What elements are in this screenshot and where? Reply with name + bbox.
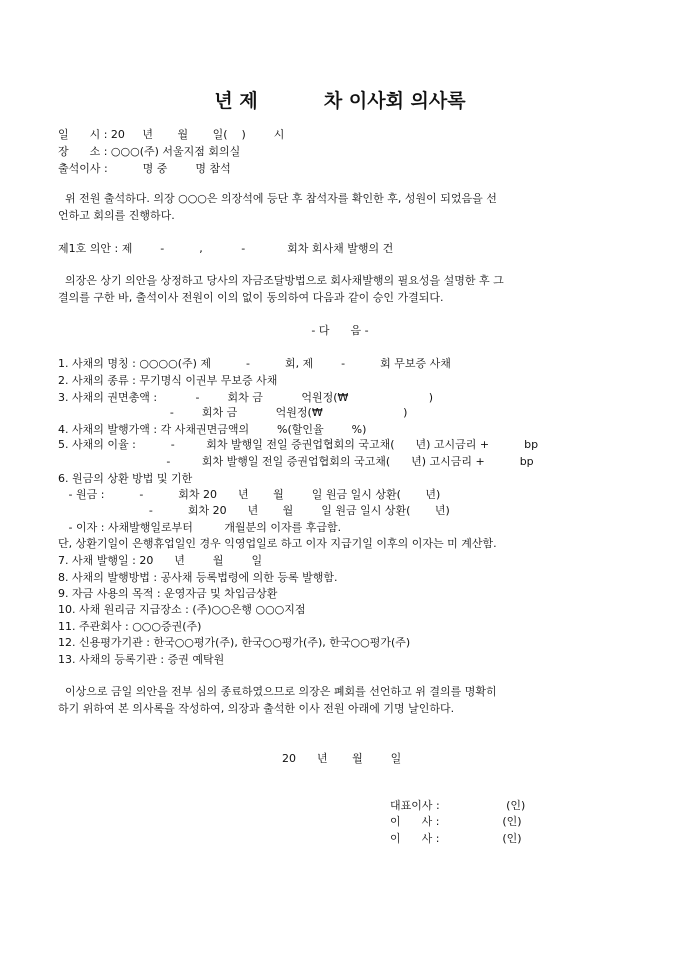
item-line: 7. 사채 발행일 : 20 년 월 일 (58, 554, 263, 567)
item-line: - 이자 : 사채발행일로부터 개월분의 이자를 후급함. (58, 521, 342, 534)
opening-line: 언하고 회의를 진행하다. (58, 209, 175, 222)
item-line: 단, 상환기일이 은행휴업일인 경우 익영업일로 하고 이자 지급기일 이후의 이자는 미 계산함. (58, 537, 497, 550)
proposal-line: 의장은 상기 의안을 상정하고 당사의 자금조달방법으로 회사채발행의 필요성을 설명한 후 그 (58, 274, 504, 287)
item-line: 3. 사채의 권면총액 : - 회차 금 억원정(₩ ) (58, 391, 434, 404)
title-rest: 차 이사회 의사록 (323, 90, 466, 112)
item-line: - 원금 : - 회차 20 년 월 일 원금 일시 상환( 년) (58, 488, 441, 501)
section-heading: - 다 음 - (311, 324, 369, 337)
opening-line: 위 전원 출석하다. 의장 ○○○은 의장석에 등단 후 참석자를 확인한 후, 성원이 되었음을 선 (58, 192, 497, 205)
item-line: 12. 신용평가기관 : 한국○○평가(주), 한국○○평가(주), 한국○○평가(주) (58, 636, 411, 649)
item-line: 2. 사채의 종류 : 무기명식 이권부 무보증 사채 (58, 374, 278, 387)
item-line: 10. 사채 원리금 지급장소 : (주)○○은행 ○○○지점 (58, 603, 306, 616)
document-title (0, 86, 680, 113)
item-line: 8. 사채의 발행방법 : 공사채 등록법령에 의한 등록 발행함. (58, 571, 338, 584)
item-line: 13. 사채의 등록기관 : 증권 예탁원 (58, 653, 225, 666)
item-line: 4. 사채의 발행가액 : 각 사채권면금액의 %(할인율 %) (58, 423, 367, 436)
signature-line: 이 사 : (인) (390, 832, 522, 845)
signature-line: 이 사 : (인) (390, 815, 522, 828)
proposal-line: 결의를 구한 바, 출석이사 전원이 이의 없이 동의하여 다음과 같이 승인 가결되다. (58, 291, 444, 304)
item-line: 6. 원금의 상환 방법 및 기한 (58, 472, 193, 485)
attendance: 출석이사 : 명 중 명 참석 (58, 162, 231, 175)
title-year: 년 (214, 90, 233, 112)
closing-line: 이상으로 금일 의안을 전부 심의 종료하였으므로 의장은 폐회를 선언하고 위 결의를 명확히 (58, 685, 497, 698)
item-line: - 회차 금 억원정(₩ ) (58, 406, 408, 419)
meeting-datetime: 일 시 : 20 년 월 일( ) 시 (58, 128, 285, 141)
meeting-place: 장 소 : ○○○(주) 서울지점 회의실 (58, 145, 241, 158)
closing-line: 하기 위하여 본 의사록을 작성하여, 의장과 출석한 이사 전원 아래에 기명 날인하다. (58, 702, 455, 715)
item-line: 11. 주관회사 : ○○○증권(주) (58, 620, 202, 633)
item-line: - 회차 20 년 월 일 원금 일시 상환( 년) (58, 504, 450, 517)
document-date: 20 년 월 일 (282, 752, 402, 765)
title-je: 제 (239, 90, 258, 112)
agenda-line: 제1호 의안 : 제 - , - 회차 회사채 발행의 건 (58, 242, 394, 255)
item-line: - 회차 발행일 전일 증권업협회의 국고채( 년) 고시금리 + bp (58, 455, 534, 468)
item-line: 9. 자금 사용의 목적 : 운영자금 및 차입금상환 (58, 587, 278, 600)
signature-line: 대표이사 : (인) (390, 799, 526, 812)
item-line: 1. 사채의 명칭 : ○○○○(주) 제 - 회, 제 - 회 무보증 사채 (58, 357, 451, 370)
item-line: 5. 사채의 이율 : - 회차 발행일 전일 증권업협회의 국고채( 년) 고시금리 + bp (58, 438, 539, 451)
